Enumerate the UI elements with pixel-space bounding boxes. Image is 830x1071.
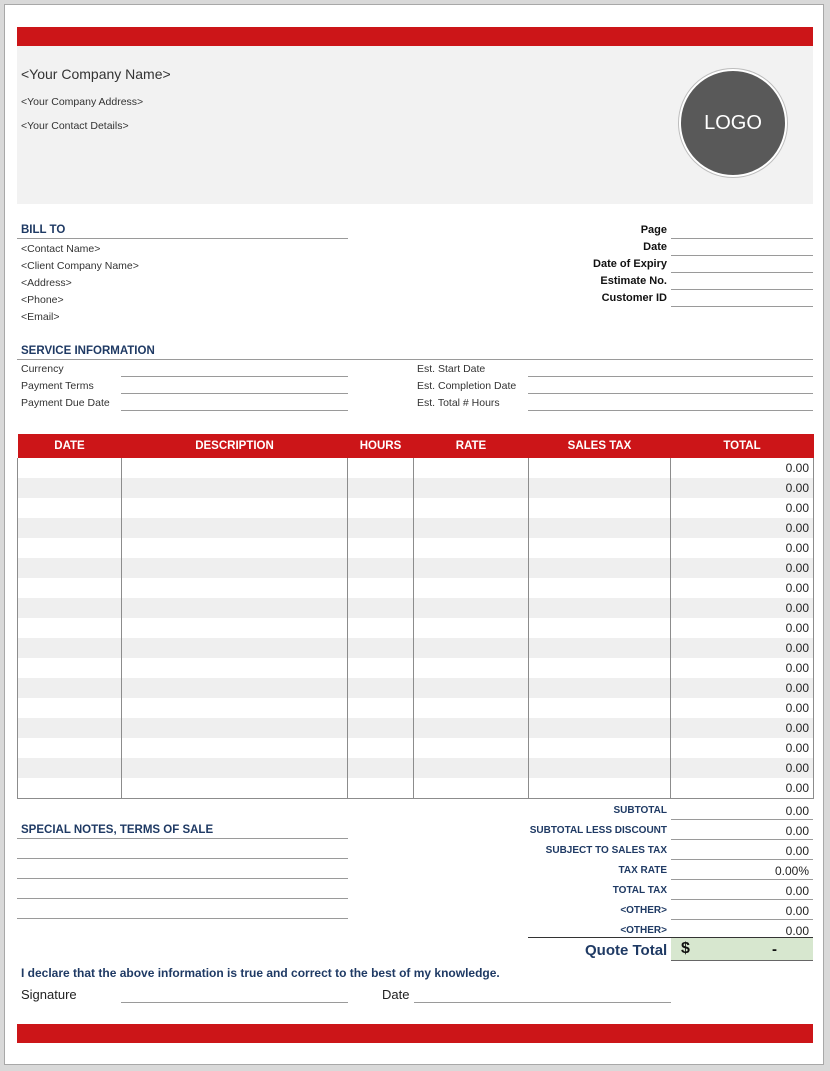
total-cell[interactable]: 0.00 <box>671 698 814 718</box>
summary-label: TAX RATE <box>618 865 667 876</box>
company-logo: LOGO <box>679 69 787 177</box>
contact-name[interactable]: <Contact Name> <box>21 243 101 255</box>
rate-cell[interactable] <box>414 518 529 538</box>
rate-cell[interactable] <box>414 458 529 478</box>
special-notes-title: SPECIAL NOTES, TERMS OF SALE <box>21 824 214 836</box>
sales-tax-cell[interactable] <box>529 738 671 758</box>
rate-cell[interactable] <box>414 478 529 498</box>
description-cell[interactable] <box>122 458 348 478</box>
summary-underline <box>671 839 813 840</box>
bill-to-underline <box>17 238 348 239</box>
client-phone[interactable]: <Phone> <box>21 294 64 306</box>
estimate-no-label: Estimate No. <box>600 275 667 287</box>
notes-line-2[interactable] <box>17 858 348 859</box>
total-cell[interactable]: 0.00 <box>671 678 814 698</box>
hours-cell[interactable] <box>348 578 414 598</box>
hours-cell[interactable] <box>348 618 414 638</box>
currency-label: Currency <box>21 363 64 375</box>
notes-line-5[interactable] <box>17 918 348 919</box>
signature-date-field[interactable] <box>414 1002 671 1003</box>
declaration-text: I declare that the above information is true and correct to the best of my knowledge. <box>21 966 500 980</box>
summary-value[interactable]: 0.00% <box>774 864 809 878</box>
table-row <box>18 478 814 498</box>
table-row <box>18 778 814 798</box>
total-cell[interactable]: 0.00 <box>671 478 814 498</box>
table-row <box>18 498 814 518</box>
rate-cell[interactable] <box>414 718 529 738</box>
total-cell[interactable]: 0.00 <box>671 618 814 638</box>
summary-underline <box>671 919 813 920</box>
bottom-accent-bar <box>17 1024 813 1043</box>
table-row <box>18 738 814 758</box>
signature-date-label: Date <box>382 987 410 1002</box>
description-cell[interactable] <box>122 718 348 738</box>
date-cell[interactable] <box>18 758 122 778</box>
sales-tax-cell[interactable] <box>529 778 671 798</box>
total-cell[interactable]: 0.00 <box>671 738 814 758</box>
rate-cell[interactable] <box>414 578 529 598</box>
hours-cell[interactable] <box>348 758 414 778</box>
sales-tax-cell[interactable] <box>529 498 671 518</box>
summary-value[interactable]: 0.00 <box>785 904 809 918</box>
description-cell[interactable] <box>122 518 348 538</box>
table-row <box>18 578 814 598</box>
customer-id-label: Customer ID <box>601 292 667 304</box>
client-company-name[interactable]: <Client Company Name> <box>21 260 139 272</box>
date-of-expiry-field[interactable] <box>671 272 813 273</box>
hours-cell[interactable] <box>348 738 414 758</box>
company-contact[interactable]: <Your Contact Details> <box>21 120 129 132</box>
date-cell[interactable] <box>18 478 122 498</box>
sales-tax-cell[interactable] <box>529 538 671 558</box>
hours-cell[interactable] <box>348 698 414 718</box>
sales-tax-cell[interactable] <box>529 578 671 598</box>
client-email[interactable]: <Email> <box>21 311 60 323</box>
top-accent-bar <box>17 27 813 46</box>
total-cell[interactable]: 0.00 <box>671 658 814 678</box>
description-cell[interactable] <box>122 558 348 578</box>
description-cell[interactable] <box>122 758 348 778</box>
client-address[interactable]: <Address> <box>21 277 72 289</box>
date-cell[interactable] <box>18 538 122 558</box>
hours-cell[interactable] <box>348 538 414 558</box>
total-cell[interactable]: 0.00 <box>671 718 814 738</box>
bill-to-title: BILL TO <box>21 224 66 236</box>
est-start-date-field[interactable] <box>528 376 813 377</box>
rate-cell[interactable] <box>414 658 529 678</box>
hours-cell[interactable] <box>348 778 414 798</box>
date-of-expiry-label: Date of Expiry <box>593 258 667 270</box>
payment-due-date-field[interactable] <box>121 410 348 411</box>
date-cell[interactable] <box>18 558 122 578</box>
sales-tax-cell[interactable] <box>529 458 671 478</box>
col-header-rate: RATE <box>414 434 529 458</box>
summary-label: SUBJECT TO SALES TAX <box>545 845 667 856</box>
description-cell[interactable] <box>122 618 348 638</box>
service-info-underline <box>17 359 813 360</box>
summary-underline <box>671 819 813 820</box>
payment-due-date-label: Payment Due Date <box>21 397 110 409</box>
table-row <box>18 558 814 578</box>
summary-value[interactable]: 0.00 <box>785 844 809 858</box>
company-name[interactable]: <Your Company Name> <box>21 66 171 82</box>
rate-cell[interactable] <box>414 698 529 718</box>
notes-line-4[interactable] <box>17 898 348 899</box>
service-info-title: SERVICE INFORMATION <box>21 345 155 357</box>
description-cell[interactable] <box>122 738 348 758</box>
rate-cell[interactable] <box>414 618 529 638</box>
est-completion-date-field[interactable] <box>528 393 813 394</box>
payment-terms-label: Payment Terms <box>21 380 94 392</box>
rate-cell[interactable] <box>414 538 529 558</box>
hours-cell[interactable] <box>348 598 414 618</box>
sales-tax-cell[interactable] <box>529 718 671 738</box>
table-row <box>18 658 814 678</box>
hours-cell[interactable] <box>348 718 414 738</box>
summary-underline <box>671 899 813 900</box>
summary-label: <OTHER> <box>620 925 667 936</box>
table-row <box>18 678 814 698</box>
hours-cell[interactable] <box>348 518 414 538</box>
rate-cell[interactable] <box>414 738 529 758</box>
est-completion-date-label: Est. Completion Date <box>417 380 517 392</box>
hours-cell[interactable] <box>348 458 414 478</box>
sales-tax-cell[interactable] <box>529 518 671 538</box>
table-row <box>18 458 814 478</box>
summary-value[interactable]: 0.00 <box>785 924 809 938</box>
rate-cell[interactable] <box>414 498 529 518</box>
page-field[interactable] <box>671 238 813 239</box>
summary-label: SUBTOTAL <box>613 805 667 816</box>
total-cell[interactable]: 0.00 <box>671 638 814 658</box>
description-cell[interactable] <box>122 538 348 558</box>
date-cell[interactable] <box>18 498 122 518</box>
rate-cell[interactable] <box>414 638 529 658</box>
total-cell[interactable]: 0.00 <box>671 758 814 778</box>
summary-label: TOTAL TAX <box>612 885 667 896</box>
table-row <box>18 618 814 638</box>
col-header-total: TOTAL <box>671 434 814 458</box>
description-cell[interactable] <box>122 578 348 598</box>
total-cell[interactable]: 0.00 <box>671 458 814 478</box>
est-start-date-label: Est. Start Date <box>417 363 486 375</box>
summary-label: SUBTOTAL LESS DISCOUNT <box>529 825 667 836</box>
col-header-hours: HOURS <box>348 434 414 458</box>
summary-value[interactable]: 0.00 <box>785 824 809 838</box>
quote-total-value: - <box>772 941 777 958</box>
sales-tax-cell[interactable] <box>529 598 671 618</box>
notes-line-1[interactable] <box>17 838 348 839</box>
total-cell[interactable]: 0.00 <box>671 578 814 598</box>
sales-tax-cell[interactable] <box>529 758 671 778</box>
line-items-table <box>17 434 814 799</box>
summary-underline <box>671 879 813 880</box>
hours-cell[interactable] <box>348 678 414 698</box>
description-cell[interactable] <box>122 638 348 658</box>
summary-label: <OTHER> <box>620 905 667 916</box>
col-header-sales-tax: SALES TAX <box>529 434 671 458</box>
currency-field[interactable] <box>121 376 348 377</box>
currency-symbol: $ <box>681 940 690 957</box>
total-cell[interactable]: 0.00 <box>671 778 814 798</box>
table-row <box>18 518 814 538</box>
total-cell[interactable]: 0.00 <box>671 498 814 518</box>
description-cell[interactable] <box>122 678 348 698</box>
hours-cell[interactable] <box>348 478 414 498</box>
rate-cell[interactable] <box>414 558 529 578</box>
description-cell[interactable] <box>122 498 348 518</box>
sales-tax-cell[interactable] <box>529 638 671 658</box>
quote-total-label: Quote Total <box>585 942 668 959</box>
sales-tax-cell[interactable] <box>529 558 671 578</box>
total-cell[interactable]: 0.00 <box>671 538 814 558</box>
table-row <box>18 718 814 738</box>
summary-value[interactable]: 0.00 <box>785 804 809 818</box>
date-label: Date <box>643 241 667 253</box>
total-cell[interactable]: 0.00 <box>671 518 814 538</box>
summary-value[interactable]: 0.00 <box>785 884 809 898</box>
table-row <box>18 598 814 618</box>
total-cell[interactable]: 0.00 <box>671 598 814 618</box>
rate-cell[interactable] <box>414 678 529 698</box>
description-cell[interactable] <box>122 698 348 718</box>
date-cell[interactable] <box>18 578 122 598</box>
table-row <box>18 538 814 558</box>
hours-cell[interactable] <box>348 638 414 658</box>
date-cell[interactable] <box>18 598 122 618</box>
sales-tax-cell[interactable] <box>529 618 671 638</box>
col-header-description: DESCRIPTION <box>122 434 348 458</box>
payment-terms-field[interactable] <box>121 393 348 394</box>
quote-total-box <box>671 938 813 961</box>
date-cell[interactable] <box>18 518 122 538</box>
rate-cell[interactable] <box>414 778 529 798</box>
date-field[interactable] <box>671 255 813 256</box>
customer-id-field[interactable] <box>671 306 813 307</box>
date-cell[interactable] <box>18 458 122 478</box>
date-cell[interactable] <box>18 638 122 658</box>
date-cell[interactable] <box>18 618 122 638</box>
estimate-no-field[interactable] <box>671 289 813 290</box>
rate-cell[interactable] <box>414 598 529 618</box>
col-header-date: DATE <box>18 434 122 458</box>
sales-tax-cell[interactable] <box>529 678 671 698</box>
est-total-hours-label: Est. Total # Hours <box>417 397 500 409</box>
table-row <box>18 698 814 718</box>
sales-tax-cell[interactable] <box>529 478 671 498</box>
page-label: Page <box>640 224 667 236</box>
description-cell[interactable] <box>122 598 348 618</box>
hours-cell[interactable] <box>348 498 414 518</box>
signature-field[interactable] <box>121 1002 348 1003</box>
table-row <box>18 638 814 658</box>
sales-tax-cell[interactable] <box>529 658 671 678</box>
date-cell[interactable] <box>18 778 122 798</box>
date-cell[interactable] <box>18 698 122 718</box>
date-cell[interactable] <box>18 718 122 738</box>
summary-underline <box>671 859 813 860</box>
notes-line-3[interactable] <box>17 878 348 879</box>
date-cell[interactable] <box>18 738 122 758</box>
company-address[interactable]: <Your Company Address> <box>21 96 144 108</box>
est-total-hours-field[interactable] <box>528 410 813 411</box>
description-cell[interactable] <box>122 658 348 678</box>
table-row <box>18 758 814 778</box>
hours-cell[interactable] <box>348 558 414 578</box>
description-cell[interactable] <box>122 778 348 798</box>
date-cell[interactable] <box>18 658 122 678</box>
sales-tax-cell[interactable] <box>529 698 671 718</box>
signature-label: Signature <box>21 987 77 1002</box>
total-cell[interactable]: 0.00 <box>671 558 814 578</box>
rate-cell[interactable] <box>414 758 529 778</box>
hours-cell[interactable] <box>348 658 414 678</box>
date-cell[interactable] <box>18 678 122 698</box>
description-cell[interactable] <box>122 478 348 498</box>
